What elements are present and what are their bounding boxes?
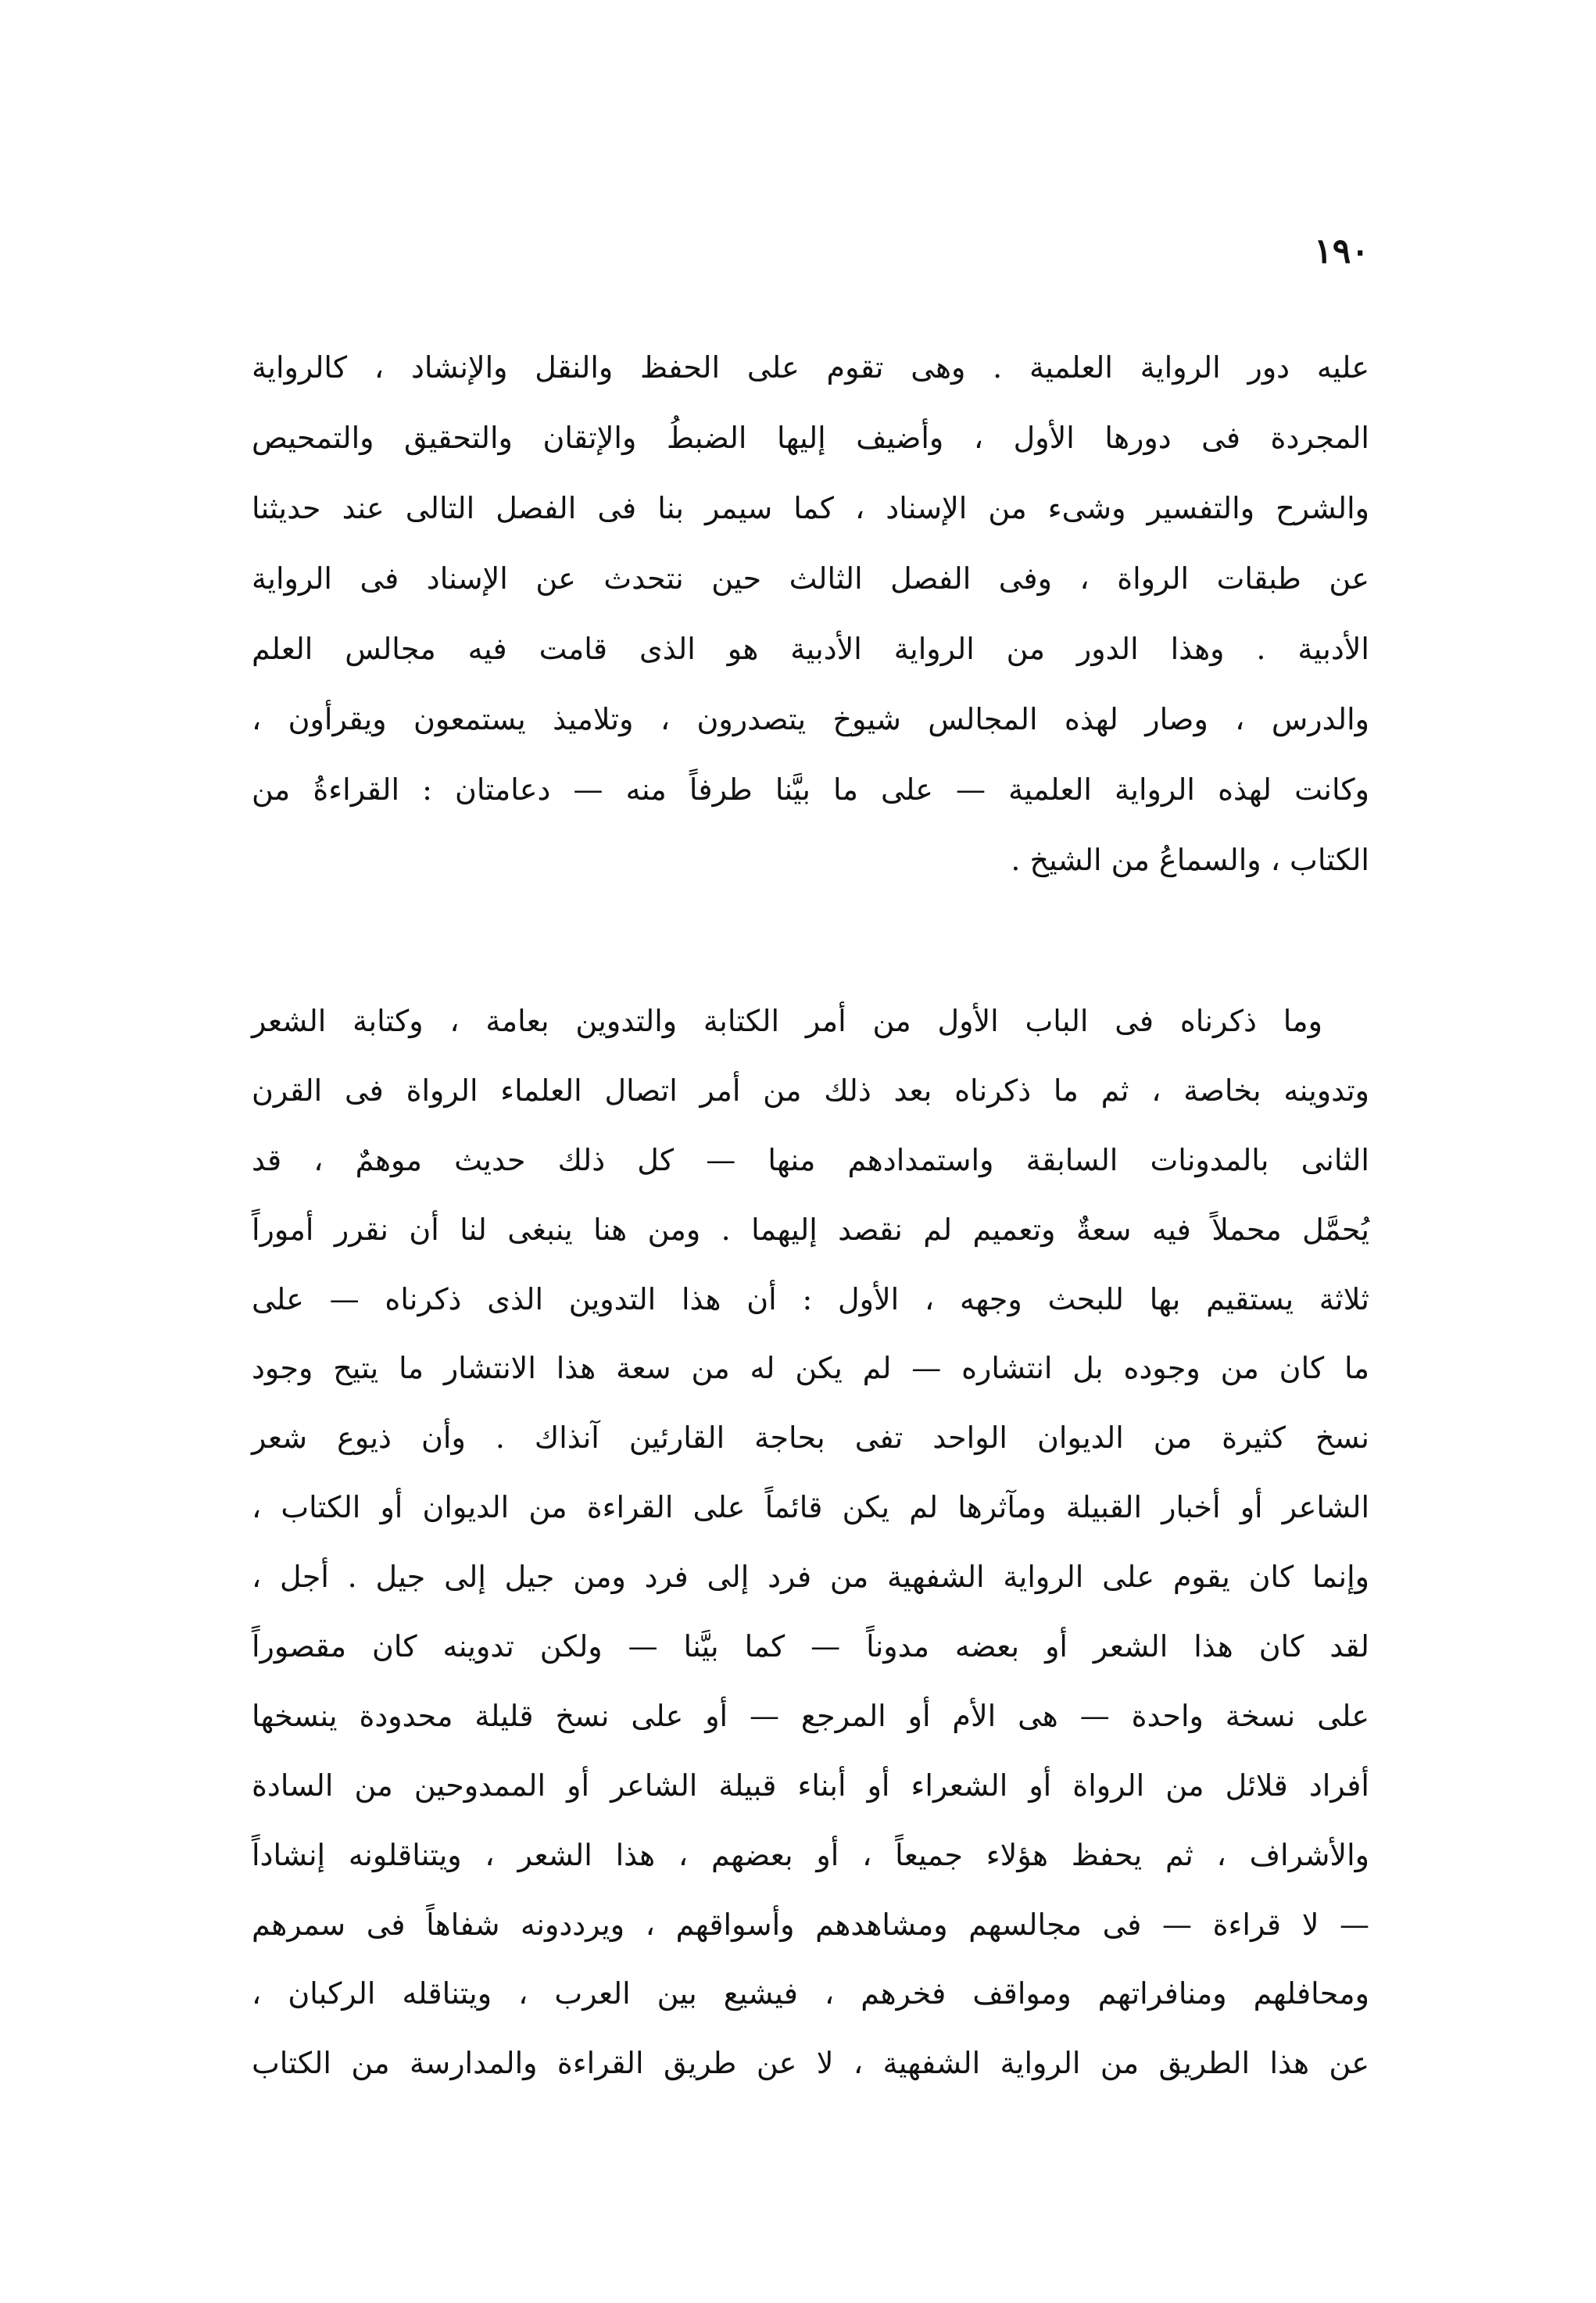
text-line: والشرح والتفسير وشىء من الإسناد ، كما سيمر بنا فى الفصل التالى عند حديثنا	[252, 491, 1369, 525]
text-line: المجردة فى دورها الأول ، وأضيف إليها الضبطُ والإتقان والتحقيق والتمحيص	[252, 421, 1369, 455]
text-line: على نسخة واحدة — هى الأم أو المرجع — أو على نسخ قليلة محدودة ينسخها	[252, 1698, 1369, 1733]
text-line: وتدوينه بخاصة ، ثم ما ذكرناه بعد ذلك من أمر اتصال العلماء الرواة فى القرن	[252, 1073, 1369, 1108]
text-line: نسخ كثيرة من الديوان الواحد تفى بحاجة القارئين آنذاك . وأن ذيوع شعر	[252, 1420, 1369, 1456]
text-line: وإنما كان يقوم على الرواية الشفهية من فرد إلى فرد ومن جيل إلى جيل . أجل ،	[252, 1560, 1369, 1595]
text-line: والأشراف ، ثم يحفظ هؤلاء جميعاً ، أو بعضهم ، هذا الشعر ، ويتناقلونه إنشاداً	[252, 1837, 1369, 1872]
text-line: — لا قراءة — فى مجالسهم ومشاهدهم وأسواقهم ، ويرددونه شفاهاً فى سمرهم	[252, 1907, 1369, 1942]
text-line: ثلاثة يستقيم بها للبحث وجهه ، الأول : أن هذا التدوين الذى ذكرناه — على	[252, 1281, 1369, 1316]
page-number: ١٩٠	[1314, 231, 1369, 271]
text-line: الكتاب ، والسماعُ من الشيخ .	[1011, 843, 1369, 877]
text-line: يُحمَّل محملاً فيه سعةٌ وتعميم لم نقصد إليهما . ومن هنا ينبغى لنا أن نقرر أموراً	[252, 1212, 1369, 1247]
text-line: عن طبقات الرواة ، وفى الفصل الثالث حين نتحدث عن الإسناد فى الرواية	[252, 561, 1369, 596]
text-line: ما كان من وجوده بل انتشاره — لم يكن له من سعة هذا الانتشار ما يتيح وجود	[252, 1351, 1369, 1386]
text-line: الثانى بالمدونات السابقة واستمدادهم منها — كل ذلك حديث موهمٌ ، قد	[252, 1142, 1369, 1177]
text-line: وما ذكرناه فى الباب الأول من أمر الكتابة والتدوين بعامة ، وكتابة الشعر	[252, 1004, 1322, 1038]
paragraph-1	[252, 332, 1369, 895]
text-line: لقد كان هذا الشعر أو بعضه مدوناً — كما بيَّنا — ولكن تدوينه كان مقصوراً	[252, 1629, 1369, 1664]
text-line: الشاعر أو أخبار القبيلة ومآثرها لم يكن قائماً على القراءة من الديوان أو الكتاب ،	[252, 1490, 1369, 1525]
paragraph-2	[252, 987, 1369, 2098]
text-line: وكانت لهذه الرواية العلمية — على ما بيَّنا طرفاً منه — دعامتان : القراءةُ من	[252, 772, 1369, 807]
text-line: ومحافلهم ومنافراتهم ومواقف فخرهم ، فيشيع بين العرب ، ويتناقله الركبان ،	[252, 1976, 1369, 2011]
text-line: الأدبية . وهذا الدور من الرواية الأدبية هو الذى قامت فيه مجالس العلم	[252, 632, 1369, 666]
text-line: عليه دور الرواية العلمية . وهى تقوم على الحفظ والنقل والإنشاد ، كالرواية	[252, 350, 1369, 385]
text-line: والدرس ، وصار لهذه المجالس شيوخ يتصدرون ، وتلاميذ يستمعون ويقرأون ،	[252, 702, 1369, 736]
text-line: أفراد قلائل من الرواة أو الشعراء أو أبناء قبيلة الشاعر أو الممدوحين من السادة	[252, 1768, 1369, 1803]
text-line: عن هذا الطريق من الرواية الشفهية ، لا عن طريق القراءة والمدارسة من الكتاب	[252, 2046, 1369, 2081]
